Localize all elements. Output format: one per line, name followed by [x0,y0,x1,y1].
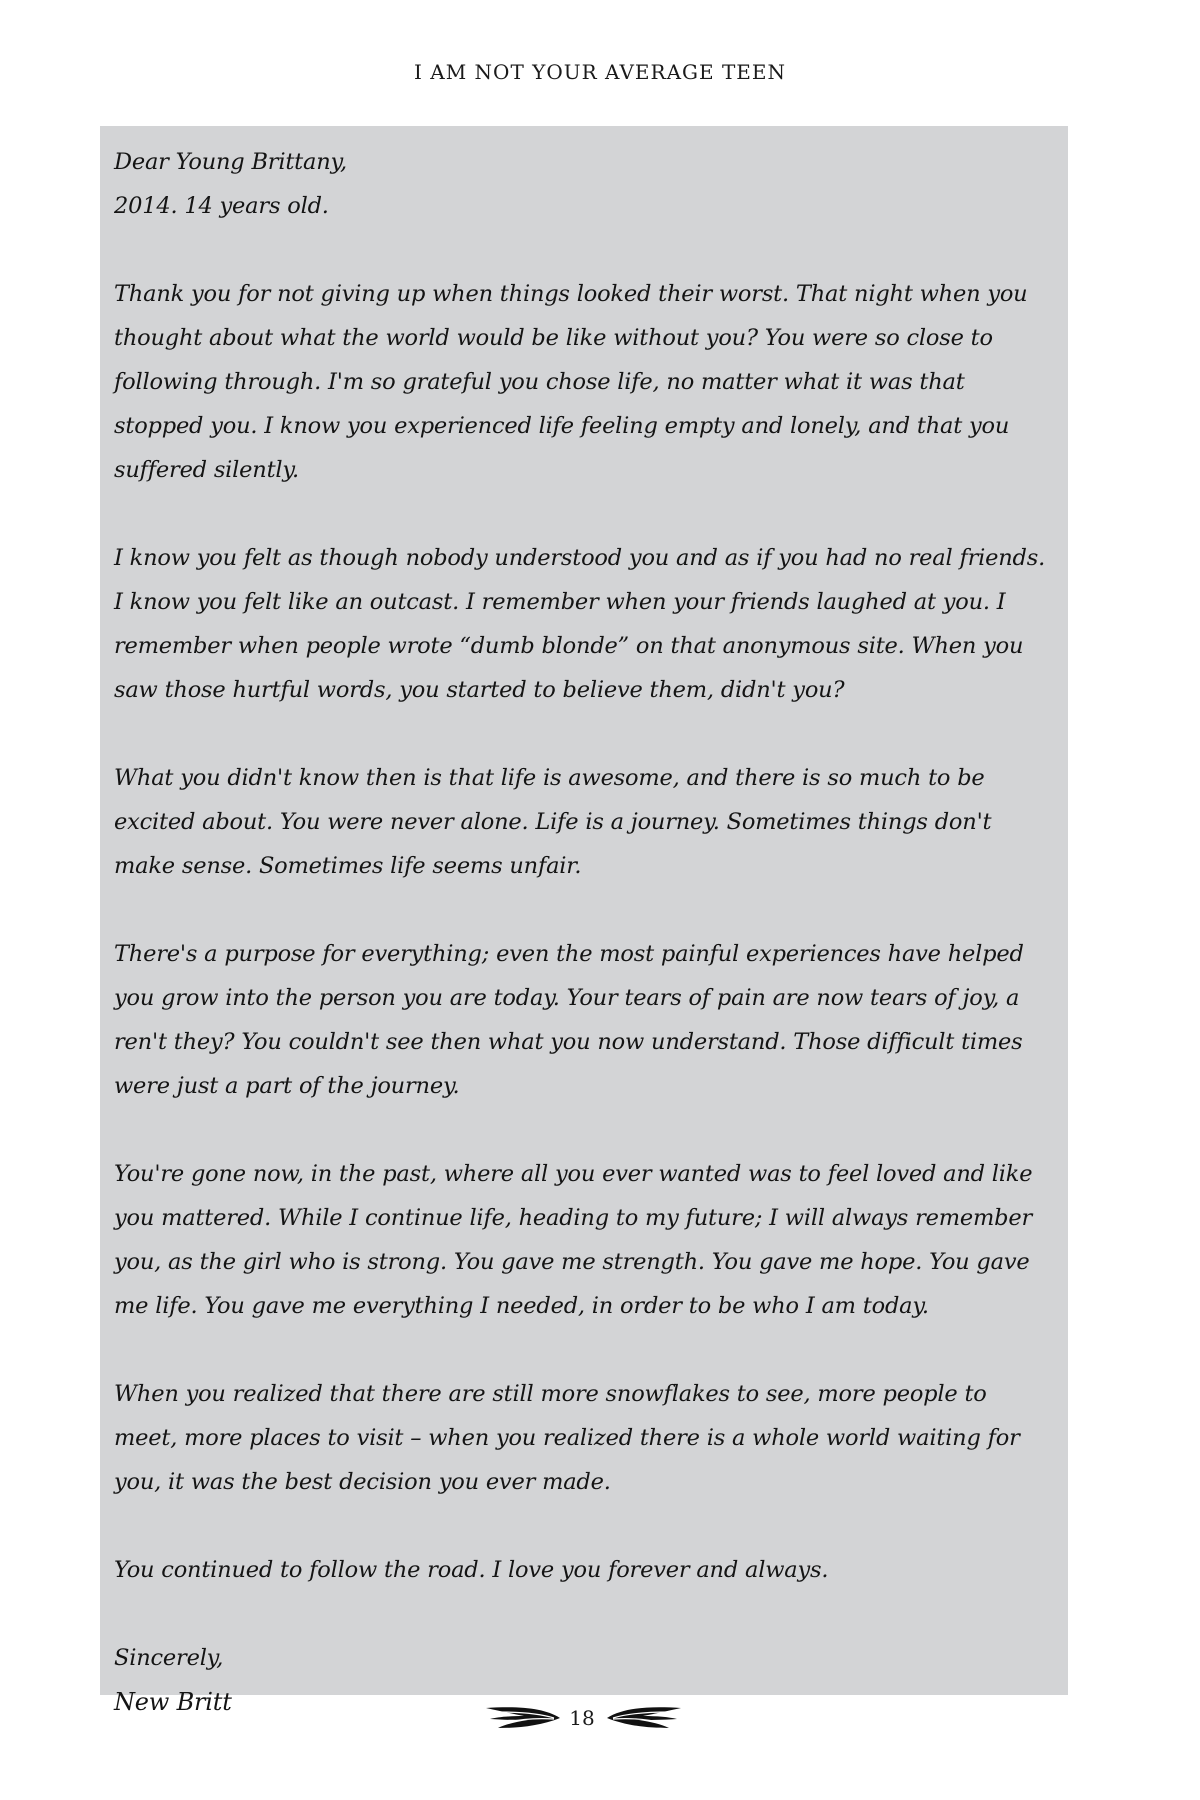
letter-paragraph: You're gone now, in the past, where all you ever wanted was to feel loved and like you mattered. While I continue life, heading to my future; I will always remember you, as the girl who is strong. You gave me strength. You gave me hope. You gave me life. You gave me everything I needed, in order to be who I am today. [114,1161,1033,1319]
letter-signature: New Britt [114,1688,232,1716]
letter-paragraph: Thank you for not giving up when things looked their worst. That night when you thought about what the world would be like without you? You were so close to following through. I'm so grateful you chose life, no matter what it was that stopped you. I know you experienced life feeling empty and lonely, and that you suffered silently. [114,281,1028,483]
letter-panel [100,126,1068,1716]
page-number: 18 [569,1706,595,1730]
letter-paragraph: You continued to follow the road. I love you forever and always. [114,1557,829,1583]
letter-date: 2014. 14 years old. [114,193,329,219]
letter-closing: Sincerely, [114,1645,224,1671]
page-footer [0,1700,1200,1740]
letter-paragraph: I know you felt as though nobody understood you and as if you had no real friends. I know you felt like an outcast. I remember when your friends laughed at you. I remember when people wrote “dumb blonde” on that anonymous site. When you saw those hurtful words, you started to believe them, didn't you? [114,545,1046,703]
right-wing-icon [605,1704,683,1732]
running-title: I AM NOT YOUR AVERAGE TEEN [414,60,786,84]
letter-paragraph: What you didn't know then is that life is awesome, and there is so much to be excited about. You were never alone. Life is a journey. Sometimes things don't make sense. Sometimes life seems unfair. [114,765,992,879]
letter-paragraph: There's a purpose for everything; even the most painful experiences have helped you grow into the person you are today. Your tears of pain are now tears of joy, a ren't they? You couldn't see then what you now understand. Those difficult times were just a part of the journey. [114,941,1024,1099]
left-wing-icon [484,1704,562,1732]
letter-salutation: Dear Young Brittany, [114,149,348,175]
letter-paragraph: When you realized that there are still more snowflakes to see, more people to meet, more places to visit – when you realized there is a whole world waiting for you, it was the best decision you ever made. [114,1381,1020,1495]
